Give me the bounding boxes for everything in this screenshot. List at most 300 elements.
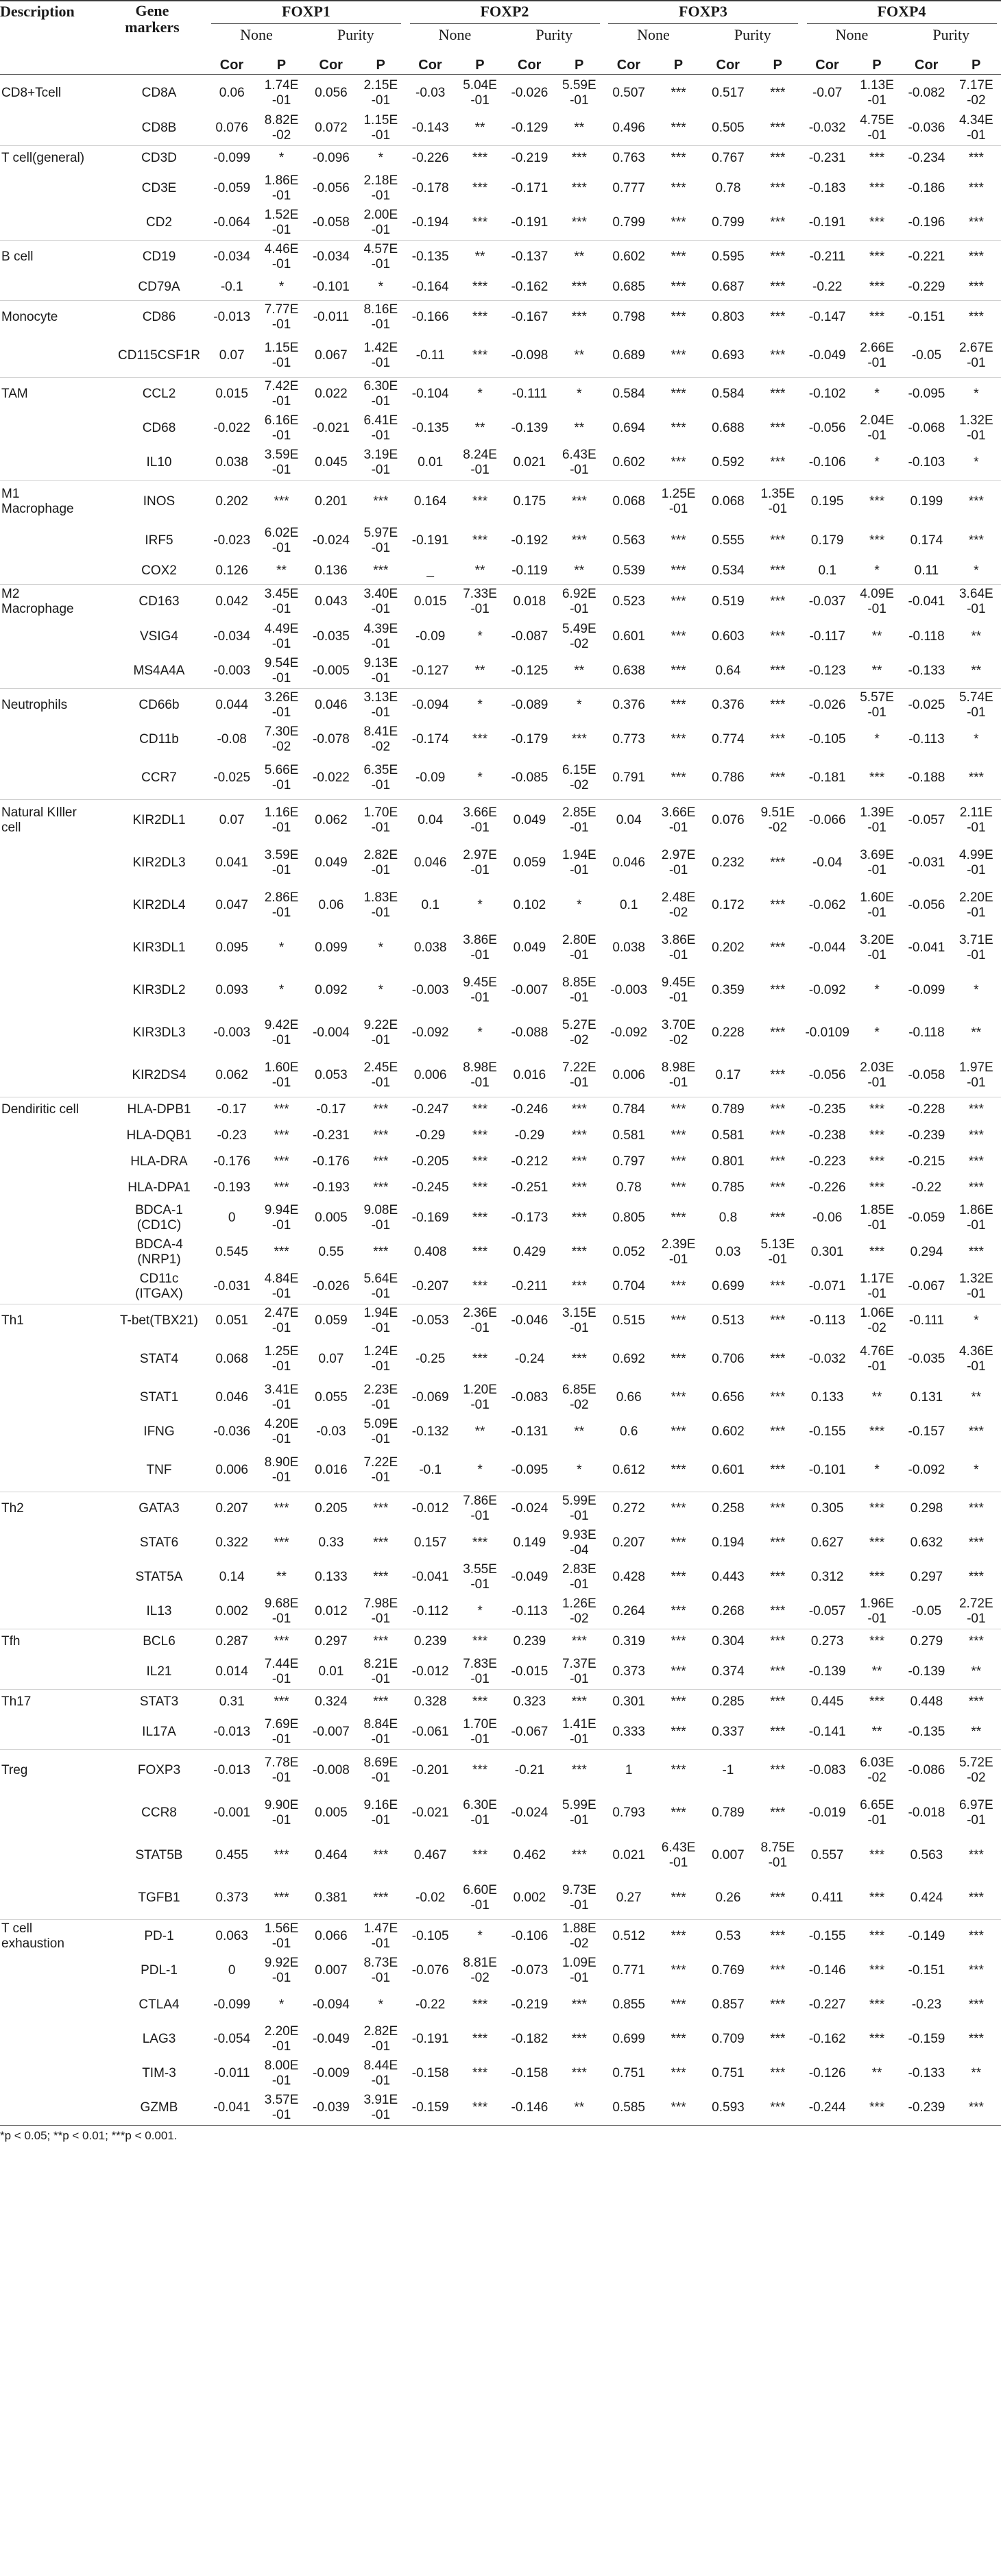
cell-p: *	[874, 983, 880, 997]
cell-p: 4.34E -01	[958, 112, 993, 143]
cell-cor: -0.003	[213, 663, 251, 678]
cell-p: ***	[968, 1848, 984, 1862]
table-row	[0, 411, 1001, 446]
cell-p: ***	[274, 1848, 289, 1862]
cell-cor: 0.044	[207, 688, 256, 722]
cell-p: **	[474, 563, 485, 578]
cell-p: ***	[653, 1492, 703, 1526]
cell-p: 1.41E -01	[562, 1716, 596, 1747]
cell-description: Th1	[0, 1304, 111, 1338]
cell-p: ***	[671, 663, 686, 678]
header-stat-cor: Cor	[418, 58, 442, 73]
cell-p: ***	[455, 1749, 505, 1792]
cell-cor: -0.11	[415, 348, 445, 363]
cell-description	[0, 620, 111, 654]
table-row	[0, 722, 1001, 757]
cell-p: 1.56E -01	[256, 1919, 306, 1954]
table-row	[0, 799, 1001, 842]
cell-cor: -0.155	[808, 1424, 846, 1439]
cell-cor: 0.045	[315, 454, 348, 470]
cell-cor: -0.101	[313, 279, 350, 294]
cell-cor: 0.304	[703, 1629, 753, 1655]
cell-p: ***	[770, 1390, 786, 1405]
cell-cor: 0.059	[513, 855, 546, 870]
cell-p: ***	[770, 855, 786, 870]
cell-p: ***	[671, 1724, 686, 1739]
cell-p: 7.22E -01	[363, 1455, 398, 1485]
cell-cor: 0.051	[207, 1304, 256, 1338]
cell-p: ***	[770, 1424, 786, 1439]
cell-cor: 0.66	[616, 1390, 642, 1405]
cell-cor: -0.137	[505, 240, 554, 274]
top-rule	[0, 0, 1001, 1]
cell-description	[0, 927, 111, 969]
cell-description: T cell exhaustion	[0, 1919, 111, 1954]
header-stat-cor: Cor	[815, 58, 839, 73]
cell-cor: 0.462	[513, 1848, 546, 1862]
cell-description	[0, 1175, 111, 1201]
cell-p: ***	[770, 533, 786, 548]
cell-cor: -0.026	[803, 688, 852, 722]
cell-cor: -0.139	[511, 421, 548, 435]
cell-cor: -0.212	[511, 1154, 548, 1169]
cell-cor: 0.066	[306, 1919, 356, 1954]
cell-cor: -0.151	[908, 1963, 945, 1978]
cell-cor: 0.786	[712, 770, 745, 785]
cell-p: ***	[373, 1570, 389, 1584]
cell-cor: -0.245	[411, 1180, 449, 1195]
cell-cor: -0.151	[902, 300, 951, 335]
cell-p: **	[971, 1390, 982, 1405]
cell-p: ***	[472, 1278, 488, 1293]
cell-description	[0, 969, 111, 1012]
cell-cor: 0.133	[810, 1390, 844, 1405]
cell-cor: 0.298	[902, 1492, 951, 1526]
cell-cor: 0.692	[612, 1352, 645, 1366]
cell-p: 1.09E -01	[562, 1956, 596, 1985]
cell-p: ***	[753, 300, 802, 335]
table-row	[0, 274, 1001, 300]
cell-cor: -0.102	[803, 377, 852, 411]
cell-p: ***	[770, 1535, 786, 1550]
cell-cor: -0.246	[505, 1097, 554, 1123]
cell-description	[0, 654, 111, 688]
cell-cor: -0.25	[415, 1352, 446, 1366]
table-row	[0, 1338, 1001, 1381]
cell-cor: -0.201	[406, 1749, 455, 1792]
cell-gene-marker: CD86	[111, 300, 207, 335]
cell-p: 4.39E -01	[363, 622, 398, 651]
cell-cor: 0.006	[612, 1067, 645, 1082]
cell-p: *	[278, 983, 285, 997]
cell-cor: -0.211	[511, 1278, 548, 1293]
cell-p: **	[871, 2066, 882, 2080]
cell-cor: -0.057	[902, 799, 951, 842]
cell-description	[0, 411, 111, 446]
cell-cor: 0.258	[703, 1492, 753, 1526]
cell-p: ***	[472, 1154, 488, 1169]
cell-description: Dendiritic cell	[0, 1097, 111, 1123]
cell-cor: -0.041	[411, 1570, 449, 1584]
cell-p: ***	[472, 1352, 488, 1366]
cell-p: ***	[770, 1724, 786, 1739]
table-row	[0, 300, 1001, 335]
cell-cor: -0.004	[313, 1025, 350, 1040]
cell-p: *	[874, 454, 880, 470]
cell-p: 9.51E -02	[753, 799, 802, 842]
cell-p: ***	[472, 1997, 488, 2012]
cell-cor: -0.09	[415, 770, 446, 785]
cell-p: *	[952, 1304, 1001, 1338]
cell-p: ***	[770, 1664, 786, 1679]
cell-gene-marker: KIR3DL1	[132, 940, 186, 955]
cell-cor: 0.33	[318, 1535, 344, 1550]
cell-p: 6.03E -02	[852, 1749, 902, 1792]
header-stat-cor: Cor	[716, 58, 740, 73]
cell-p: ***	[968, 1535, 984, 1550]
cell-cor: -0.231	[313, 1128, 350, 1143]
cell-p: 2.83E -01	[562, 1562, 596, 1592]
cell-cor: -0.058	[313, 215, 350, 230]
cell-p: *	[974, 563, 979, 578]
cell-cor: 0.067	[315, 348, 348, 363]
cell-cor: 0.595	[703, 240, 753, 274]
cell-gene-marker: GZMB	[140, 2100, 178, 2115]
cell-cor: 0.047	[215, 898, 248, 912]
cell-p: ***	[671, 533, 686, 548]
cell-cor: -0.223	[808, 1154, 846, 1169]
cell-gene-marker: STAT5B	[135, 1848, 183, 1862]
cell-cor: 0.805	[612, 1211, 645, 1225]
cell-p: 2.04E -01	[860, 413, 894, 443]
table-row	[0, 335, 1001, 377]
cell-cor: -0.054	[213, 2032, 251, 2046]
cell-p: ***	[770, 1067, 786, 1082]
cell-description: Treg	[0, 1749, 111, 1792]
cell-p: 3.69E -01	[860, 848, 894, 877]
cell-p: ***	[472, 215, 488, 230]
cell-cor: 0.046	[306, 688, 356, 722]
cell-p: *	[874, 732, 880, 746]
cell-cor: -0.059	[908, 1211, 945, 1225]
cell-cor: 0.06	[318, 898, 344, 912]
cell-cor: 0.164	[406, 480, 455, 524]
cell-gene-marker: FOXP3	[111, 1749, 207, 1792]
cell-description	[0, 446, 111, 480]
table-row	[0, 558, 1001, 584]
cell-cor: 0.136	[315, 563, 348, 578]
cell-cor: 0.777	[612, 181, 645, 195]
cell-cor: -0.162	[511, 279, 548, 294]
cell-cor: -0.049	[313, 2032, 350, 2046]
cell-p: **	[574, 1424, 585, 1439]
cell-cor: -0.157	[908, 1424, 945, 1439]
cell-cor: -0.101	[808, 1462, 846, 1477]
cell-p: ***	[753, 1919, 802, 1954]
cell-cor: 0.799	[712, 215, 745, 230]
cell-description	[0, 1449, 111, 1492]
cell-p: 9.45E -01	[463, 975, 497, 1005]
cell-p: 9.90E -01	[264, 1798, 299, 1827]
cell-p: **	[971, 2066, 982, 2080]
cell-cor: -0.178	[411, 181, 449, 195]
cell-gene-marker: TNF	[146, 1462, 172, 1477]
cell-p: ***	[869, 279, 885, 294]
cell-p: ***	[356, 480, 405, 524]
cell-cor: 0.207	[207, 1492, 256, 1526]
cell-description	[0, 1526, 111, 1560]
cell-p: ***	[770, 1154, 786, 1169]
cell-cor: -0.058	[908, 1067, 945, 1082]
cell-p: ***	[968, 1963, 984, 1978]
cell-cor: -0.113	[511, 1603, 548, 1618]
cell-p: 9.54E -01	[264, 655, 299, 685]
cell-description	[0, 757, 111, 799]
cell-cor: 0.006	[413, 1067, 447, 1082]
cell-p: **	[871, 1390, 882, 1405]
cell-p: ***	[671, 2066, 686, 2080]
cell-p: ***	[671, 1570, 686, 1584]
cell-cor: -0.22	[812, 279, 843, 294]
cell-p: ***	[753, 688, 802, 722]
cell-p: ***	[852, 240, 902, 274]
cell-p: ***	[455, 1689, 505, 1715]
cell-p: ***	[455, 480, 505, 524]
cell-p: 9.16E -01	[363, 1798, 398, 1827]
cell-cor: 0.581	[712, 1128, 745, 1143]
cell-p: 1.17E -01	[860, 1271, 894, 1301]
cell-p: **	[971, 1724, 982, 1739]
cell-cor: -0.104	[406, 377, 455, 411]
cell-p: ***	[869, 1154, 885, 1169]
cell-p: 2.45E -01	[363, 1060, 398, 1090]
cell-cor: -0.031	[213, 1278, 251, 1293]
cell-p: ***	[671, 1664, 686, 1679]
header-stat-cor: Cor	[219, 58, 244, 73]
cell-p: 3.66E -01	[653, 799, 703, 842]
cell-cor: -0.06	[812, 1211, 843, 1225]
cell-cor: 0.232	[712, 855, 745, 870]
cell-cor: -0.003	[213, 1025, 251, 1040]
gene-underline	[410, 23, 600, 24]
cell-description	[0, 1655, 111, 1689]
cell-gene-marker: KIR2DL4	[132, 898, 186, 912]
cell-p: ***	[968, 181, 984, 195]
cell-p: 3.86E -01	[661, 933, 696, 962]
cell-p: 2.47E -01	[256, 1304, 306, 1338]
cell-p: 4.75E -01	[860, 112, 894, 143]
cell-description	[0, 1012, 111, 1054]
cell-p: ***	[274, 1245, 289, 1259]
cell-cor: -0.146	[808, 1963, 846, 1978]
cell-cor: -0.085	[511, 770, 548, 785]
cell-p: ***	[770, 86, 786, 100]
cell-p: 3.26E -01	[256, 688, 306, 722]
cell-cor: 0.769	[712, 1963, 745, 1978]
cell-cor: 0.374	[712, 1664, 745, 1679]
cell-cor: -0.073	[511, 1963, 548, 1978]
cell-p: 9.94E -01	[264, 1203, 299, 1232]
cell-p: ***	[671, 1390, 686, 1405]
cell-p: ***	[373, 1535, 389, 1550]
cell-p: ***	[274, 1180, 289, 1195]
cell-p: 3.57E -01	[264, 2093, 299, 2122]
cell-cor: 0.018	[505, 584, 554, 620]
table-row	[0, 1492, 1001, 1526]
header-stat-cor: Cor	[319, 58, 343, 73]
cell-p: ***	[671, 1128, 686, 1143]
cell-description	[0, 1415, 111, 1449]
cell-cor: 0.26	[715, 1890, 741, 1905]
cell-p: *	[555, 377, 604, 411]
cell-description	[0, 1149, 111, 1175]
cell-cor: 0.07	[318, 1352, 344, 1366]
cell-cor: -0.186	[908, 181, 945, 195]
cell-gene-marker: GATA3	[111, 1492, 207, 1526]
cell-cor: 0.523	[604, 584, 653, 620]
cell-p: ***	[770, 1890, 786, 1905]
cell-cor: -0.012	[411, 1664, 449, 1679]
cell-cor: -0.139	[808, 1664, 846, 1679]
cell-cor: -0.003	[610, 983, 648, 997]
cell-cor: 0.602	[612, 454, 645, 470]
cell-cor: -0.005	[313, 663, 350, 678]
table-row	[0, 2056, 1001, 2091]
cell-cor: 0.557	[810, 1848, 844, 1862]
cell-cor: 0.002	[513, 1890, 546, 1905]
cell-cor: -0.095	[902, 377, 951, 411]
cell-cor: -0.229	[908, 279, 945, 294]
cell-p: ***	[671, 1890, 686, 1905]
cell-p: **	[871, 1664, 882, 1679]
cell-p: ***	[671, 1278, 686, 1293]
cell-cor: 0.797	[612, 1154, 645, 1169]
cell-p: ***	[455, 1629, 505, 1655]
cell-cor: 0.592	[712, 454, 745, 470]
cell-cor: -0.239	[908, 1128, 945, 1143]
cell-description	[0, 1338, 111, 1381]
cell-p: ***	[968, 770, 984, 785]
cell-cor: 0.294	[910, 1245, 943, 1259]
cell-cor: 0.207	[612, 1535, 645, 1550]
cell-cor: -0.092	[808, 983, 846, 997]
cell-cor: 0.763	[604, 145, 653, 171]
cell-p: 4.09E -01	[852, 584, 902, 620]
cell-p: ***	[472, 1245, 488, 1259]
cell-cor: -0.215	[908, 1154, 945, 1169]
cell-cor: -0.113	[803, 1304, 852, 1338]
cell-gene-marker: KIR3DL3	[132, 1025, 186, 1040]
cell-cor: 0.513	[703, 1304, 753, 1338]
table-row	[0, 1792, 1001, 1834]
cell-p: 1.15E -01	[264, 340, 299, 370]
cell-p: ***	[770, 348, 786, 363]
cell-gene-marker: IRF5	[145, 533, 173, 548]
cell-p: ***	[753, 377, 802, 411]
table-row	[0, 111, 1001, 145]
cell-cor: 0.467	[413, 1848, 447, 1862]
cell-cor: 0.687	[712, 279, 745, 294]
cell-p: ***	[770, 983, 786, 997]
cell-cor: -0.056	[808, 1067, 846, 1082]
cell-p: ***	[968, 2100, 984, 2115]
cell-p: 1.13E -01	[860, 78, 894, 108]
cell-cor: 0.324	[306, 1689, 356, 1715]
cell-cor: 0.55	[318, 1245, 344, 1259]
cell-cor: 0.601	[712, 1462, 745, 1477]
cell-cor: -0.169	[411, 1211, 449, 1225]
cell-p: 1.86E -01	[958, 1203, 993, 1232]
cell-cor: -0.061	[411, 1724, 449, 1739]
cell-cor: 0.689	[612, 348, 645, 363]
cell-gene-marker: VSIG4	[140, 629, 178, 644]
cell-p: ***	[671, 348, 686, 363]
cell-p: 4.57E -01	[356, 240, 405, 274]
cell-p: ***	[571, 215, 587, 230]
cell-gene-marker: CD8A	[141, 86, 177, 100]
table-row	[0, 377, 1001, 411]
cell-cor: 0.512	[604, 1919, 653, 1954]
cell-description	[0, 2022, 111, 2056]
cell-p: ***	[455, 300, 505, 335]
cell-p: ***	[770, 770, 786, 785]
cell-p: **	[574, 663, 585, 678]
cell-cor: -0.092	[411, 1025, 449, 1040]
cell-cor: 0.632	[910, 1535, 943, 1550]
cell-p: 6.30E -01	[356, 377, 405, 411]
cell-p: 7.22E -01	[562, 1060, 596, 1090]
cell-p: **	[971, 663, 982, 678]
cell-p: ***	[852, 1492, 902, 1526]
cell-cor: 0.424	[910, 1890, 943, 1905]
cell-cor: 0.273	[803, 1629, 852, 1655]
cell-p: *	[378, 279, 384, 294]
cell-cor: 0.03	[715, 1245, 741, 1259]
cell-p: ***	[373, 1848, 389, 1862]
cell-gene-marker: MS4A4A	[133, 663, 185, 678]
cell-p: **	[971, 1025, 982, 1040]
cell-description	[0, 335, 111, 377]
cell-p: ***	[770, 454, 786, 470]
table-row	[0, 75, 1001, 111]
cell-description	[0, 1715, 111, 1749]
cell-cor: 0.049	[505, 799, 554, 842]
cell-p: ***	[671, 1462, 686, 1477]
cell-p: ***	[571, 2066, 587, 2080]
cell-cor: -0.173	[511, 1211, 548, 1225]
cell-cor: 0.297	[306, 1629, 356, 1655]
cell-gene-marker: CD11b	[139, 732, 179, 746]
cell-cor: -0.103	[908, 454, 945, 470]
cell-cor: -0.092	[908, 1462, 945, 1477]
cell-cor: -0.036	[908, 120, 945, 135]
table-row	[0, 1097, 1001, 1123]
cell-description	[0, 274, 111, 300]
cell-p: **	[574, 120, 585, 135]
cell-gene-marker: CCL2	[111, 377, 207, 411]
cell-cor: 0.519	[703, 584, 753, 620]
cell-p: ***	[671, 120, 686, 135]
cell-cor: 0.429	[513, 1245, 546, 1259]
cell-p: *	[356, 145, 405, 171]
cell-p: 2.67E -01	[958, 340, 993, 370]
cell-p: 6.65E -01	[860, 1798, 894, 1827]
cell-cor: 0.049	[513, 940, 546, 955]
cell-p: ***	[671, 1997, 686, 2012]
cell-p: 2.03E -01	[860, 1060, 894, 1090]
gene-underline	[211, 23, 401, 24]
cell-cor: 0.555	[712, 533, 745, 548]
